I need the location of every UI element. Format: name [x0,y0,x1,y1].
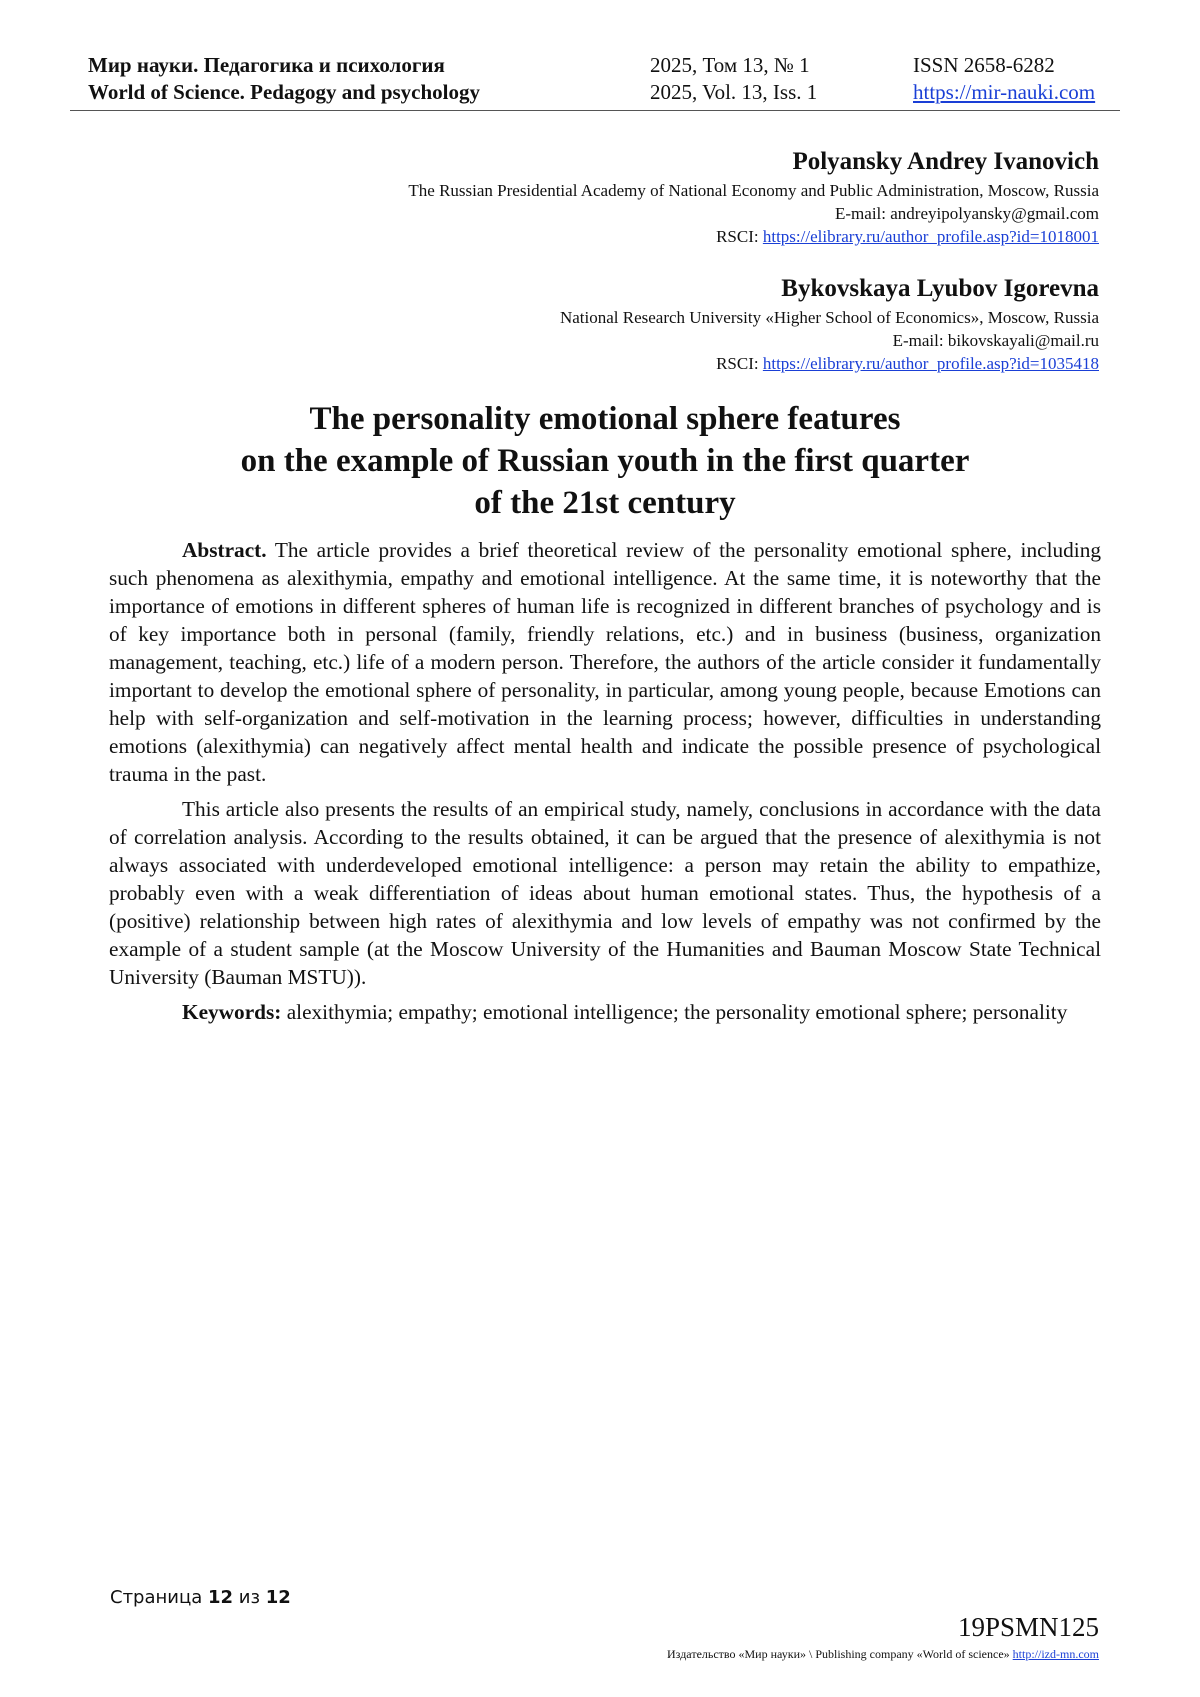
title-line: The personality emotional sphere features [309,401,901,437]
keywords-text: alexithymia; empathy; emotional intelligence; the personality emotional sphere; personality [281,1000,1068,1024]
article-code: 19PSMN125 [957,1612,1099,1642]
abstract-paragraph-2: This article also presents the results of an empirical study, namely, conclusions in accordance with the data of correlation analysis. According to the results obtained, it can be argued that the presence of alexithymia is not always associated with underdeveloped emotional intelligence: a person may retain the ability to empathize, probably even with a weak differentiation of ideas about human emotional states. Thus, the hypothesis of a (positive) relationship between high rates of alexithymia and low levels of empathy was not confirmed by the example of a student sample (at the Moscow University of the Humanities and Bauman Moscow State Technical University (Bauman MSTU)). [109,797,1101,989]
author-rsci [560,352,1099,375]
keywords-paragraph [109,998,1101,1026]
author-name: Bykovskaya Lyubov Igorevna [781,275,1099,302]
page-word: Страница [110,1587,208,1608]
author-rsci [408,225,1099,248]
volume-en: 2025, Vol. 13, Iss. 1 [650,80,818,104]
header-row-en [86,79,1120,106]
rsci-label: RSCI: [716,227,763,246]
title-line: of the 21st century [474,485,736,521]
publisher-text: Издательство «Мир науки» \ Publishing company «World of science» [667,1647,1013,1661]
keywords-label: Keywords: [182,1000,282,1024]
author-email: E-mail: andreyipolyansky@gmail.com [835,204,1099,223]
page-of: из [233,1587,266,1608]
abstract-section [109,536,1101,1033]
rsci-link[interactable]: https://elibrary.ru/author_profile.asp?id=1018001 [762,227,1099,246]
abstract-paragraph [109,536,1101,788]
issn: ISSN 2658-6282 [913,53,1055,77]
journal-header [86,52,1120,106]
journal-name-ru: Мир науки. Педагогика и психология [88,53,445,77]
author-affiliation: The Russian Presidential Academy of National Economy and Public Administration, Moscow, Russia [408,181,1099,200]
author-block-1 [408,146,1099,248]
author-affiliation: National Research University «Higher School of Economics», Moscow, Russia [559,308,1099,327]
title-line: on the example of Russian youth in the first quarter [240,443,970,479]
journal-name-en: World of Science. Pedagogy and psychology [88,80,481,104]
header-divider [70,110,1120,111]
author-name: Polyansky Andrey Ivanovich [792,148,1099,175]
author-email: E-mail: bikovskayali@mail.ru [892,331,1099,350]
page-current: 12 [207,1587,234,1608]
journal-site-link[interactable]: https://mir-nauki.com [913,80,1096,104]
author-block-2 [560,273,1099,375]
header-row-ru [86,52,1120,79]
page-number [110,1587,291,1608]
publisher-line [667,1647,1099,1662]
rsci-link[interactable]: https://elibrary.ru/author_profile.asp?id=1035418 [762,354,1099,373]
abstract-text: The article provides a brief theoretical review of the personality emotional sphere, including such phenomena as alexithymia, empathy and emotional intelligence. At the same time, it is noteworthy that the importance of emotions in different spheres of human life is recognized in different branches of psychology and is of key importance both in personal (family, friendly relations, etc.) and in business (business, organization management, teaching, etc.) life of a modern person. Therefore, the authors of the article consider it fundamentally important to develop the emotional sphere of personality, in particular, among young people, because Emotions can help with self-organization and self-motivation in the learning process; however, difficulties in understanding emotions (alexithymia) can negatively affect mental health and indicate the possible presence of psychological trauma in the past. [109,538,1101,786]
publisher-link[interactable]: http://izd-mn.com [1012,1647,1099,1661]
article-title [110,398,1100,524]
abstract-label: Abstract. [182,538,267,562]
rsci-label: RSCI: [716,354,763,373]
volume-ru: 2025, Том 13, № 1 [650,53,810,77]
page-total: 12 [265,1587,291,1608]
